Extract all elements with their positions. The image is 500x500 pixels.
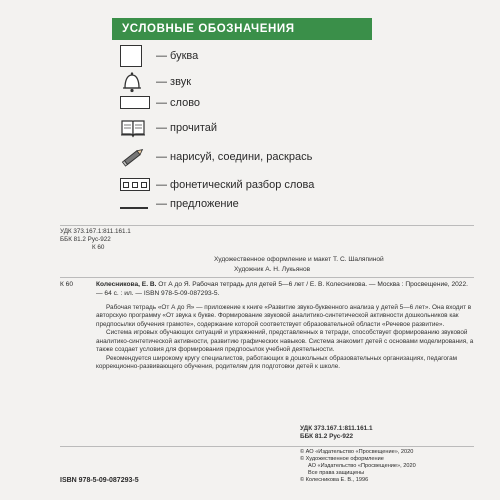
section-divider — [60, 225, 474, 226]
book-icon — [120, 118, 146, 138]
copyright-line: © АО «Издательство «Просвещение», 2020 — [300, 449, 414, 455]
phonetic-boxes-icon — [120, 178, 150, 191]
legend-item-word — [120, 96, 200, 109]
legend-label: — звук — [156, 76, 192, 88]
legend-item-read — [120, 118, 217, 138]
legend-item-sentence — [120, 198, 239, 210]
copyright-line: © Колесникова Е. В., 1996 — [300, 476, 369, 483]
bbk-code: ББК 81.2 Рус-922 — [300, 433, 354, 440]
annotation-paragraph: Рекомендуется широкому кругу специалистов, работающих в дошкольных образовательных организациях, педагогам коррекционно-развивающего обучения, родителям для подготовки детей к школе. — [96, 354, 458, 371]
annotation-paragraph: Рабочая тетрадь «От А до Я» — приложение к книге «Развитие звуко-буквенного анализа у детей 5—6 лет». Она входит в авторскую программу «От звука к букве. Формирование звуковой аналитико-синтетической активности дошкольников как предпосылки обучения грамоте», содержание которой соответствует образовательной области «Речевое развитие». — [96, 304, 472, 328]
legend-label: — нарисуй, соедини, раскрась — [156, 151, 313, 163]
k-code: К 60 — [92, 243, 105, 251]
pencil-icon — [120, 146, 146, 168]
classification-block — [60, 228, 131, 252]
copyright-line: © Художественное оформление — [300, 455, 384, 462]
copyright-block — [300, 449, 416, 484]
legend-title: УСЛОВНЫЕ ОБОЗНАЧЕНИЯ — [112, 18, 372, 40]
annotation-paragraph: Система игровых обучающих ситуаций и упражнений, представленных в тетради, способствует формированию звуковой аналитико-синтетической активности, развитию графических навыков. Система знакомит детей с основами моделирования, а также создает условия для формирования предпосылок учебной деятельности. — [96, 329, 474, 354]
copyright-line: Все права защищены — [308, 469, 365, 476]
record-code: К 60 — [60, 281, 74, 288]
bell-icon — [120, 71, 144, 93]
artist-credit: Художник А. Н. Лукьянов — [234, 266, 311, 273]
isbn: ISBN 978-5-09-087293-5 — [60, 477, 139, 484]
copyright-line: АО «Издательство «Просвещение», 2020 — [308, 462, 416, 469]
record-title: От А до Я. Рабочая тетрадь для детей 5—6 лет / Е. В. Колесникова. — Москва : Просвещение, 2022. — 64 с. : ил. — ISBN 978-5-09-087293-5. — [96, 281, 468, 297]
legend-item-phonetic — [120, 178, 314, 191]
letter-square-icon — [120, 45, 142, 67]
legend-label: — фонетический разбор слова — [156, 178, 315, 191]
legend-label: — прочитай — [156, 122, 218, 134]
legend-item-draw — [120, 146, 312, 168]
legend-label: — слово — [156, 96, 201, 109]
art-credit: Художественное оформление и макет Т. С. Шаляпиной — [214, 256, 384, 263]
legend-item-letter — [120, 45, 198, 67]
sentence-line-icon — [120, 207, 148, 209]
section-divider — [60, 277, 474, 278]
udk-code: УДК 373.167.1:811.161.1 — [300, 425, 373, 432]
record-author: Колесникова, Е. В. — [96, 281, 157, 288]
bottom-classification — [300, 425, 373, 441]
section-divider — [60, 446, 474, 447]
legend-label: — буква — [156, 50, 199, 62]
legend-label: — предложение — [156, 198, 239, 210]
word-rectangle-icon — [120, 96, 150, 109]
legend-item-sound — [120, 71, 191, 93]
bibliographic-record — [96, 281, 474, 298]
annotation — [96, 304, 474, 372]
udk-code: УДК 373.167.1:811.161.1 — [60, 228, 131, 235]
bbk-code: ББК 81.2 Рус-922 — [60, 235, 111, 243]
